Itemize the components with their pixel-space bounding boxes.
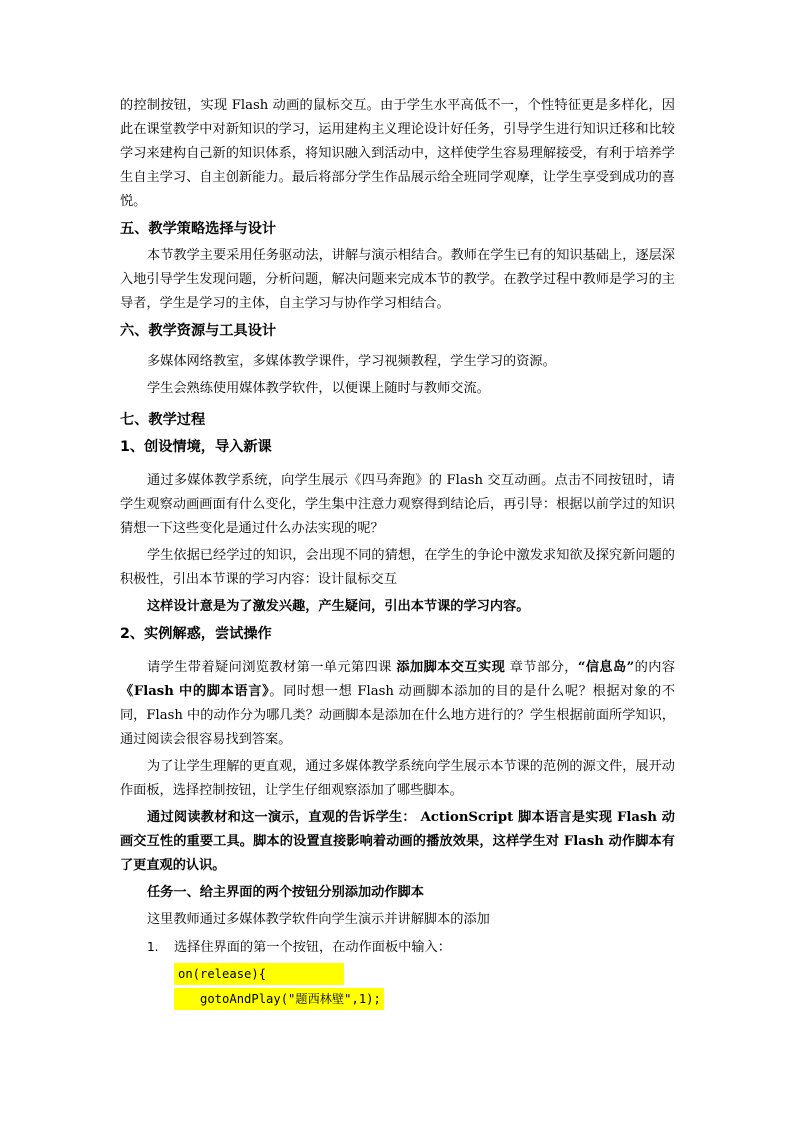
heading-teaching-process: 七、教学过程 [120,412,206,428]
subheading-example-operation: 2、实例解惑，尝试操作 [120,626,272,642]
step2-info-island: “信息岛” [577,660,635,675]
list-item [120,935,675,960]
resources-paragraph-2: 学生会熟练使用媒体教学软件，以便课上随时与教师交流。 [147,381,490,396]
subheading-create-situation: 1、创设情境，导入新课 [120,439,272,455]
step2-lesson-title: 添加脚本交互实现 [396,660,506,675]
code-line-1 [174,962,675,985]
intro-paragraph: 的控制按钮，实现 Flash 动画的鼠标交互。由于学生水平高低不一，个性特征更是多样化，因此在课堂教学中对新知识的学习，运用建构主义理论设计好任务，引导学生进行知识迁移和比较学习来建构自己新的知识体系，将知识融入到活动中，这样使学生容易理解接受，有利于培养学生自主学习、自主创新能力。最后将部分学生作品展示给全班同学观摩，让学生享受到成功的喜悦。 [120,98,675,209]
resources-paragraph-1: 多媒体网络教室，多媒体教学课件，学习视频教程，学生学习的资源。 [147,354,556,369]
step2-book-title: 《Flash 中的脚本语言》 [120,684,270,699]
code-line-2 [174,987,675,1010]
list-item-number: 1. [147,940,159,954]
task1-title: 任务一、给主界面的两个按钮分别添加动作脚本 [147,885,424,900]
strategy-paragraph: 本节教学主要采用任务驱动法，讲解与演示相结合。教师在学生已有的知识基础上，逐层深入地引导学生发现问题，分析问题，解决问题来完成本节的教学。在教学过程中教师是学习的主导者，学生是学习的主体，自主学习与协作学习相结合。 [120,248,675,311]
step2-paragraph-3: 通过阅读教材和这一演示，直观的告诉学生： ActionScript 脚本语言是实现 Flash 动画交互性的重要工具。脚本的设置直接影响着动画的播放效果，这样学生对 Flash 动作脚本有了更直观的认识。 [120,810,675,873]
heading-teaching-resources: 六、教学资源与工具设计 [120,323,277,339]
document-page [120,94,675,1010]
step2-text-a: 请学生带着疑问浏览教材第一单元第四课 [147,660,397,675]
step2-text-g: 。同时想一想 Flash 动画脚本添加的目的是什么呢？根据对象的不同，Flash 中的动作分为哪几类？动画脚本是添加在什么地方进行的？学生根据前面所学知识，通过阅读会很容易找到答案。 [120,684,676,747]
task1-description: 这里教师通过多媒体教学软件向学生演示并讲解脚本的添加 [147,912,490,927]
heading-teaching-strategy: 五、教学策略选择与设计 [120,221,277,237]
step2-text-e: 的内容 [634,660,676,675]
step1-design-intent: 这样设计意是为了激发兴趣，产生疑问，引出本节课的学习内容。 [147,599,530,614]
step1-paragraph-1: 通过多媒体教学系统，向学生展示《四马奔跑》的 Flash 交互动画。点击不同按钮时，请学生观察动画画面有什么变化，学生集中注意力观察得到结论后，再引导：根据以前学过的知识猜想一下这些变化是通过什么办法实现的呢？ [120,473,675,536]
step2-paragraph-2: 为了让学生理解的更直观，通过多媒体教学系统向学生展示本节课的范例的源文件，展开动作面板，选择控制按钮，让学生仔细观察添加了哪些脚本。 [120,759,675,798]
step2-paragraph-1 [120,656,675,752]
code-on-release: on(release){ [174,963,344,985]
list-item-text: 选择住界面的第一个按钮，在动作面板中输入： [174,940,451,955]
step1-paragraph-2: 学生依据已经学过的知识，会出现不同的猜想，在学生的争论中激发求知欲及探究新问题的积极性，引出本节课的学习内容：设计鼠标交互 [120,548,675,587]
step2-text-c: 章节部分， [505,660,578,675]
code-goto-and-play: gotoAndPlay("题西林壁",1); [174,988,384,1010]
